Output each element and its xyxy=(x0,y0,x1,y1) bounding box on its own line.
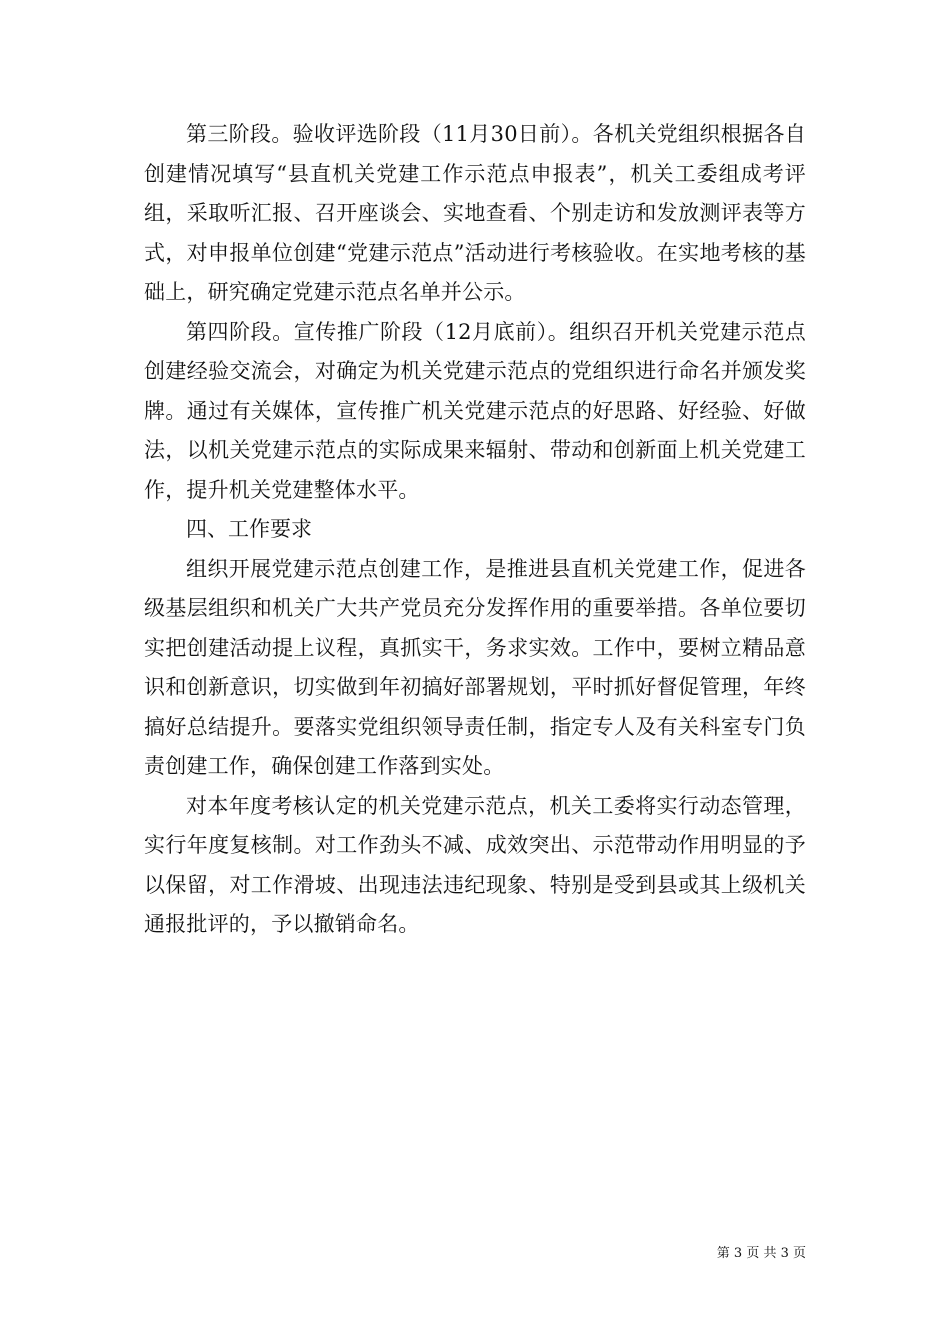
page-number-footer: 第 3 页 共 3 页 xyxy=(716,1246,806,1261)
section-heading-work-requirements: 四、工作要求 xyxy=(186,517,312,541)
paragraph-stage-three: 第三阶段。验收评选阶段（11月30日前）。各机关党组织根据各自创建情况填写“县直机关党建工作示范点申报表”，机关工委组成考评组，采取听汇报、召开座谈会、实地查看、个别走访和发放测评表等方式，对申报单位创建“党建示范点”活动进行考核验收。在实地考核的基础上，研究确定党建示范点名单并公示。 xyxy=(144,122,806,304)
paragraph-work-requirements: 组织开展党建示范点创建工作，是推进县直机关党建工作，促进各级基层组织和机关广大共产党员充分发挥作用的重要举措。各单位要切实把创建活动提上议程，真抓实干，务求实效。工作中，要树立精品意识和创新意识，切实做到年初搞好部署规划，平时抓好督促管理，年终搞好总结提升。要落实党组织领导责任制，指定专人及有关科室专门负责创建工作，确保创建工作落到实处。 xyxy=(144,556,806,778)
paragraph-dynamic-management: 对本年度考核认定的机关党建示范点，机关工委将实行动态管理，实行年度复核制。对工作劲头不减、成效突出、示范带动作用明显的予以保留，对工作滑坡、出现违法违纪现象、特别是受到县或其上级机关通报批评的，予以撤销命名。 xyxy=(144,793,806,936)
document-body xyxy=(144,115,806,945)
paragraph-stage-four: 第四阶段。宣传推广阶段（12月底前）。组织召开机关党建示范点创建经验交流会，对确定为机关党建示范点的党组织进行命名并颁发奖牌。通过有关媒体，宣传推广机关党建示范点的好思路、好经验、好做法，以机关党建示范点的实际成果来辐射、带动和创新面上机关党建工作，提升机关党建整体水平。 xyxy=(144,319,806,502)
